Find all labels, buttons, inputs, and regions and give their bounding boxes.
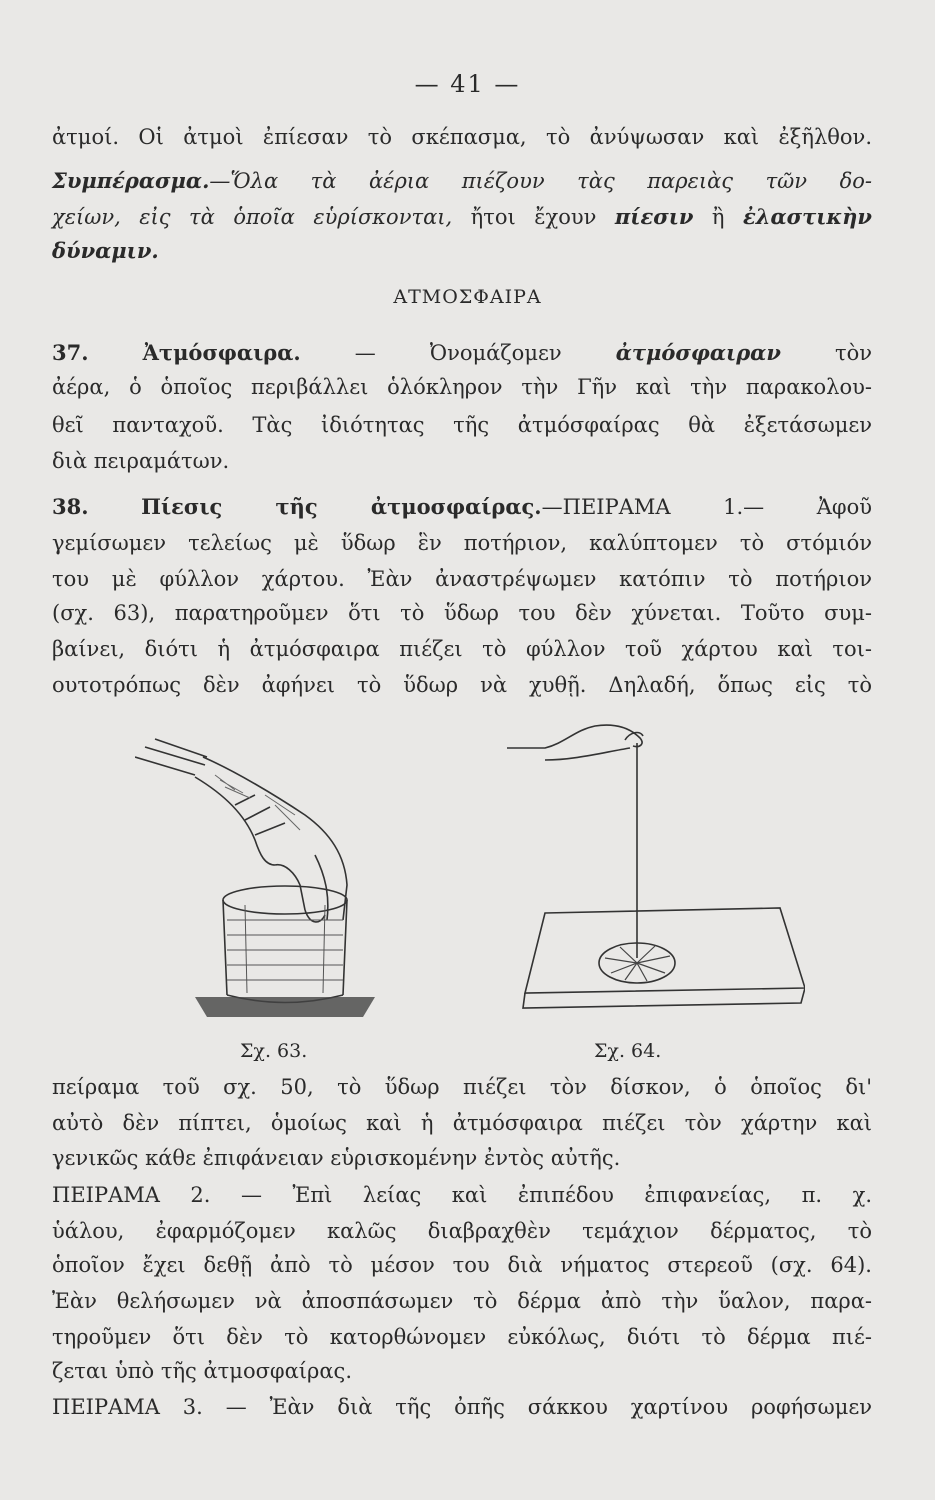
section-heading: ΑΤΜΟΣΦΑΙΡΑ: [393, 286, 542, 308]
section-number: 37.: [52, 340, 89, 365]
text-span: — Ὀνομάζομεν: [300, 341, 616, 365]
text-line: ουτοτρόπως δὲν ἀφήνει τὸ ὕδωρ νὰ χυθῇ. Δηλαδή, ὅπως εἰς τὸ: [52, 673, 872, 697]
text-line: (σχ. 63), παρατηροῦμεν ὅτι τὸ ὕδωρ του δὲν χύνεται. Τοῦτο συμ-: [52, 601, 872, 625]
text-line: του μὲ φύλλον χάρτου. Ἐὰν ἀναστρέψωμεν κατόπιν τὸ ποτήριον: [52, 567, 872, 591]
text-line: ἀτμοί. Οἱ ἀτμοὶ ἐπίεσαν τὸ σκέπασμα, τὸ ἀνύψωσαν καὶ ἐξῆλθον.: [52, 125, 872, 149]
text-line: ὁποῖον ἔχει δεθῇ ἀπὸ τὸ μέσον του διὰ νήματος στερεοῦ (σχ. 64).: [52, 1253, 872, 1277]
text-line: ΠΕΙΡΑΜΑ 2. — Ἐπὶ λείας καὶ ἐπιπέδου ἐπιφανείας, π. χ.: [52, 1183, 872, 1207]
figure-63-illustration: [135, 735, 380, 1035]
text-line: [52, 166, 872, 196]
text-line: [52, 338, 872, 368]
section-title: Ἀτμόσφαιρα.: [142, 340, 301, 365]
text-span: ἢ: [693, 205, 743, 229]
text-line: ζεται ὑπὸ τῆς ἀτμοσφαίρας.: [52, 1359, 352, 1383]
text-span: ἤτοι ἔχουν: [452, 205, 615, 229]
text-line: γενικῶς κάθε ἐπιφάνειαν εὑρισκομένην ἐντὸς αὐτῆς.: [52, 1146, 621, 1170]
text-line: πείραμα τοῦ σχ. 50, τὸ ὕδωρ πιέζει τὸν δίσκον, ὁ ὁποῖος δι': [52, 1075, 872, 1099]
page-number: — 41 —: [414, 70, 521, 98]
figure-64-caption: Σχ. 64.: [594, 1040, 662, 1062]
text-span: —ΠΕΙΡΑΜΑ 1.— Ἀφοῦ: [541, 495, 872, 519]
text-line: ὑάλου, ἐφαρμόζομεν καλῶς διαβραχθὲν τεμάχιον δέρματος, τὸ: [52, 1219, 872, 1243]
term-elastic: ἐλαστικὴν: [743, 204, 873, 229]
text-line: [52, 202, 872, 232]
conclusion-text: χείων, εἰς τὰ ὁποῖα εὑρίσκονται,: [52, 205, 453, 229]
text-line: [52, 492, 872, 522]
term-pressure: πίεσιν: [614, 204, 694, 229]
text-line: γεμίσωμεν τελείως μὲ ὕδωρ ἓν ποτήριον, καλύπτομεν τὸ στόμιόν: [52, 531, 872, 555]
text-line: βαίνει, διότι ἡ ἀτμόσφαιρα πιέζει τὸ φύλλον τοῦ χάρτου καὶ τοι-: [52, 637, 872, 661]
text-line: διὰ πειραμάτων.: [52, 449, 230, 473]
figure-64-illustration: [505, 718, 805, 1028]
text-line: ΠΕΙΡΑΜΑ 3. — Ἐὰν διὰ τῆς ὀπῆς σάκκου χαρτίνου ροφήσωμεν: [52, 1395, 872, 1419]
text-line: Ἐὰν θελήσωμεν νὰ ἀποσπάσωμεν τὸ δέρμα ἀπὸ τὴν ὕαλον, παρα-: [52, 1289, 872, 1313]
text-line: τηροῦμεν ὅτι δὲν τὸ κατορθώνομεν εὐκόλως, διότι τὸ δέρμα πιέ-: [52, 1325, 872, 1349]
text-line: ἀέρα, ὁ ὁποῖος περιβάλλει ὁλόκληρον τὴν Γῆν καὶ τὴν παρακολου-: [52, 375, 872, 399]
figure-63-caption: Σχ. 63.: [240, 1040, 308, 1062]
text-line: δύναμιν.: [52, 238, 159, 263]
section-number: 38.: [52, 494, 89, 519]
term-atmosphere: ἀτμόσφαιραν: [615, 340, 781, 365]
conclusion-text: —Ὅλα τὰ ἀέρια πιέζουν τὰς παρειὰς τῶν δο-: [209, 169, 872, 193]
section-title: Πίεσις τῆς ἀτμοσφαίρας.: [141, 494, 542, 519]
text-line: αὐτὸ δὲν πίπτει, ὁμοίως καὶ ἡ ἀτμόσφαιρα πιέζει τὸν χάρτην καὶ: [52, 1111, 872, 1135]
text-line: θεῖ πανταχοῦ. Τὰς ἰδιότητας τῆς ἀτμόσφαίρας θὰ ἐξετάσωμεν: [52, 413, 872, 437]
text-span: τὸν: [780, 341, 872, 365]
conclusion-label: Συμπέρασμα.: [52, 168, 210, 193]
